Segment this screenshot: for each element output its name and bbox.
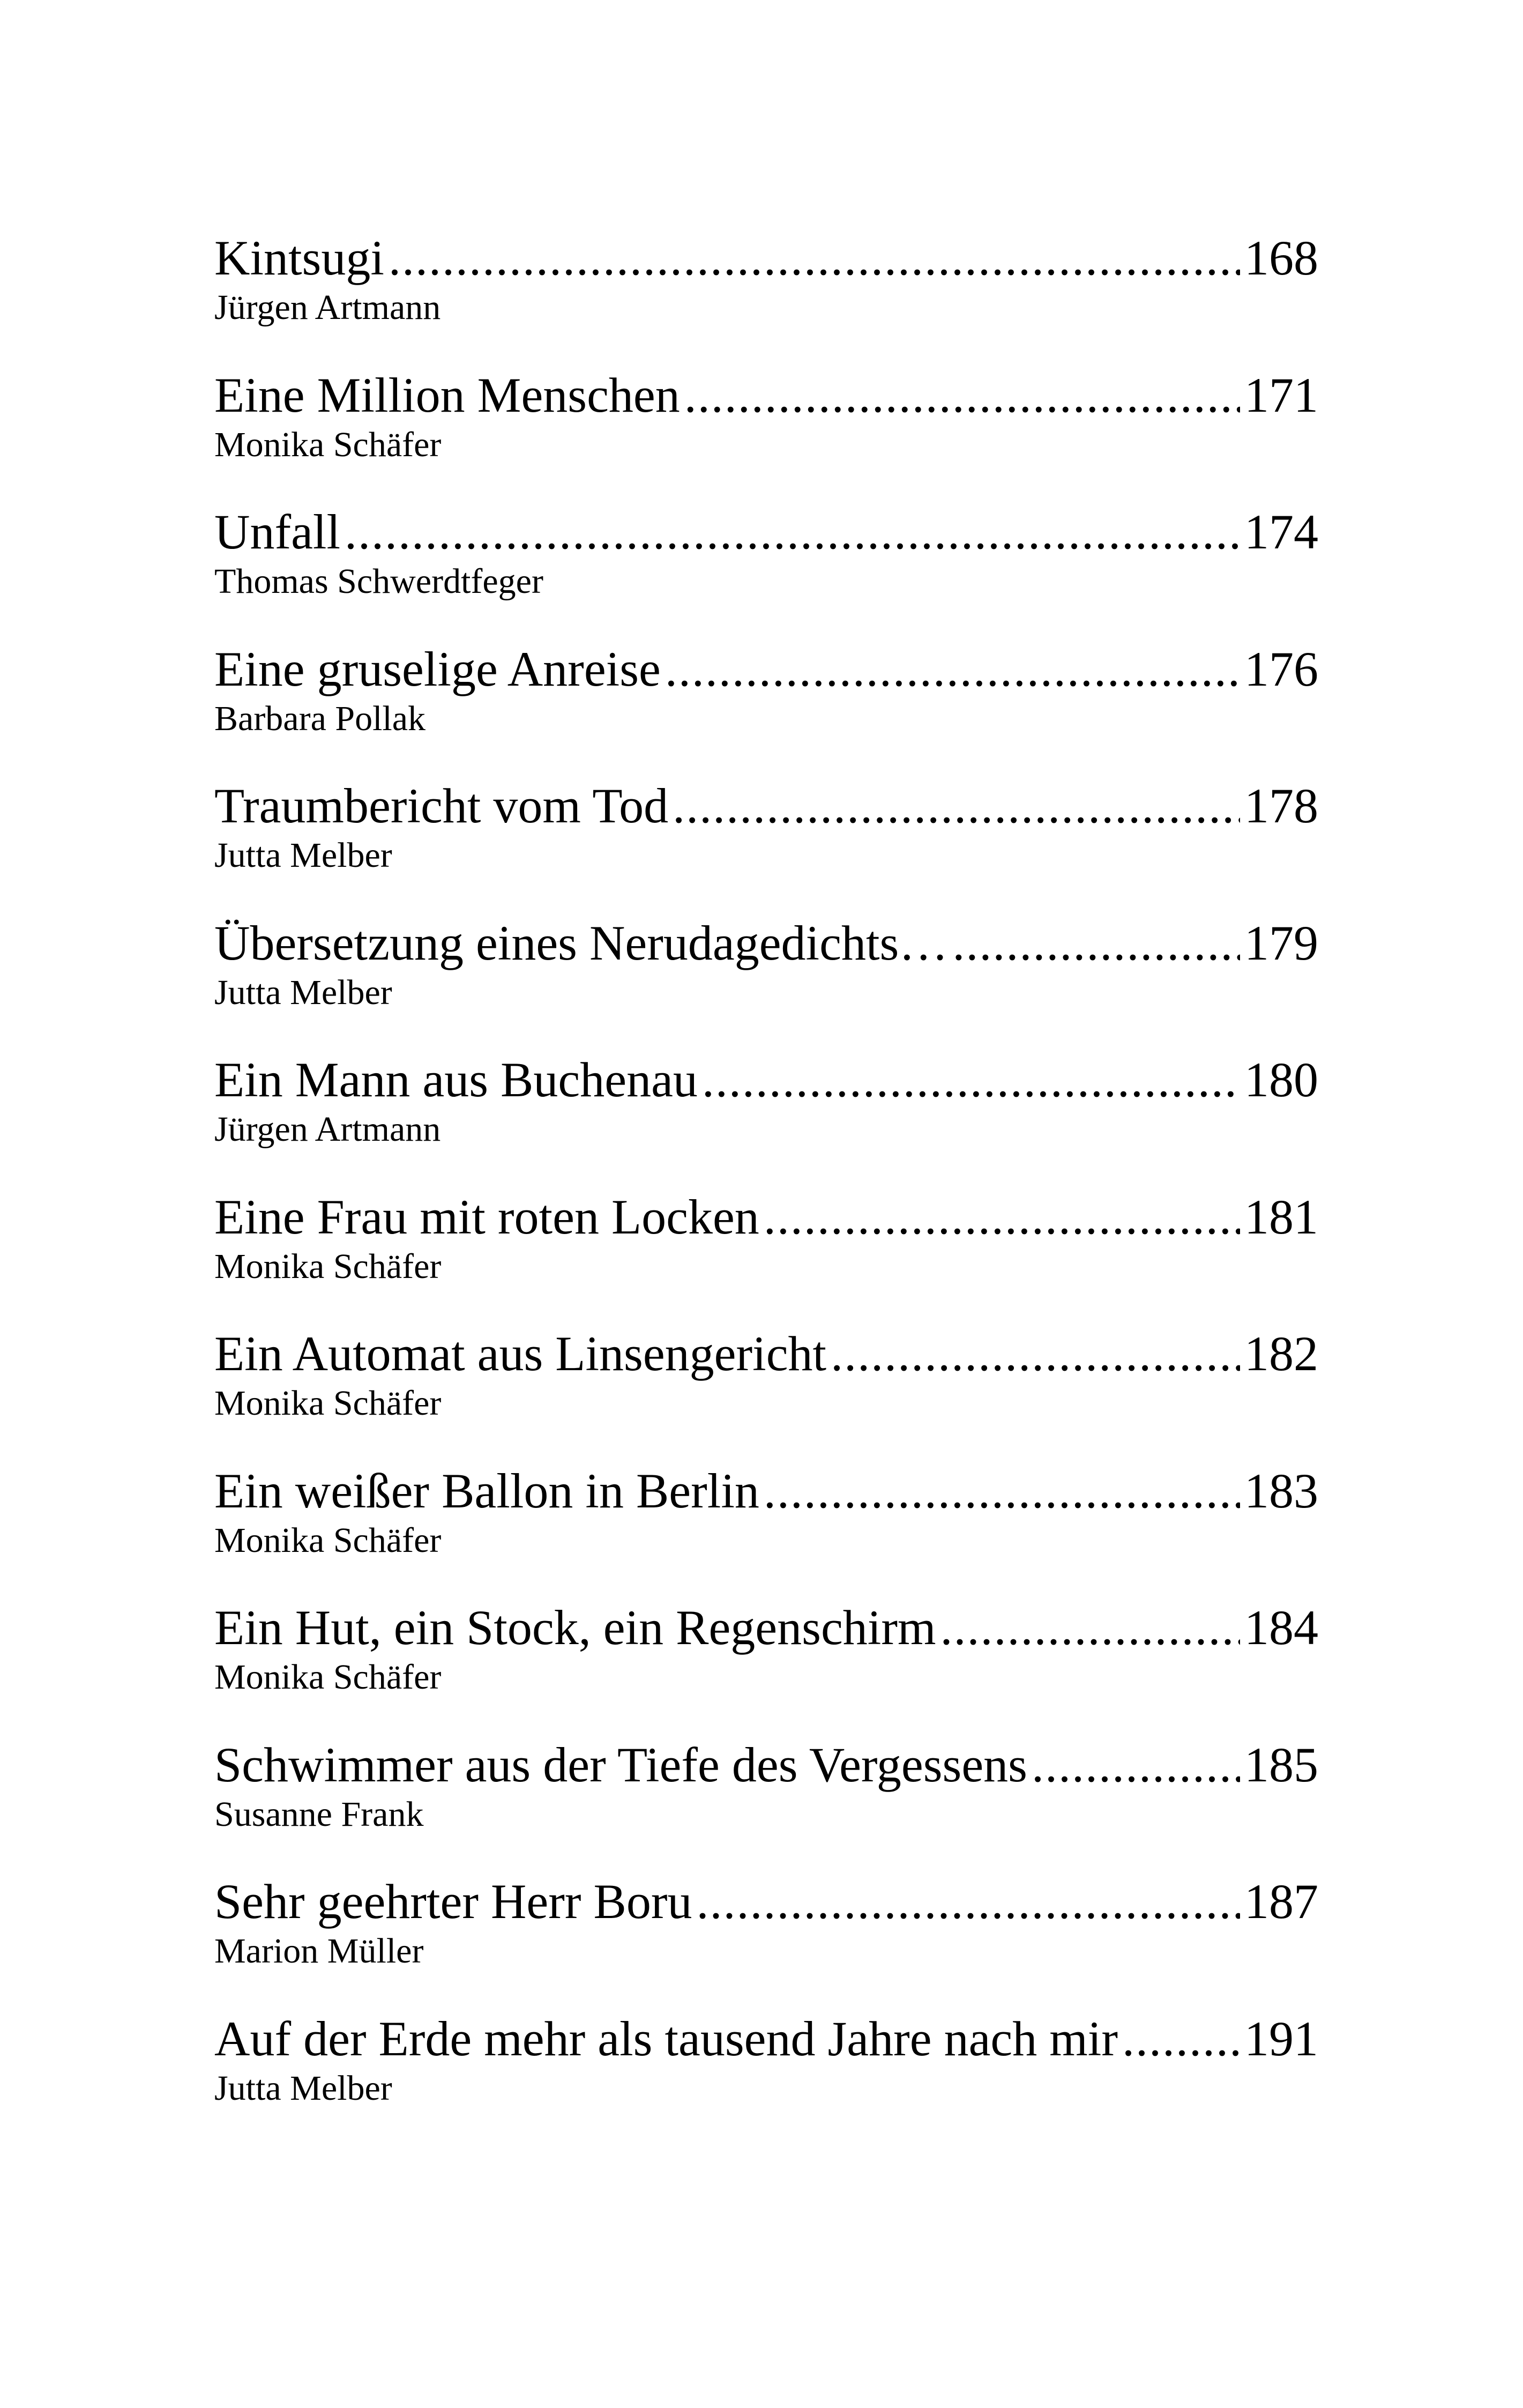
- toc-entry: [214, 1596, 1318, 1733]
- dot-leader: [702, 1048, 1240, 1111]
- toc-entry: [214, 1322, 1318, 1459]
- toc-entry: [214, 1185, 1318, 1322]
- toc-entry-title-line: [214, 500, 1318, 563]
- dot-leader: [764, 1459, 1240, 1522]
- toc-entry-page-number: 181: [1244, 1189, 1318, 1244]
- dot-leader: [673, 774, 1240, 837]
- toc-entry-title: Kintsugi: [214, 231, 384, 285]
- toc-entry-author: Monika Schäfer: [214, 425, 442, 464]
- toc-entry-author: Jürgen Artmann: [214, 288, 441, 327]
- toc-entry-author: Monika Schäfer: [214, 1658, 442, 1697]
- toc-entry: [214, 1870, 1318, 2007]
- toc-entry-title-line: [214, 2007, 1318, 2070]
- toc-entry-title: Eine gruselige Anreise: [214, 641, 661, 696]
- toc-entry: [214, 226, 1318, 363]
- toc-entry-title-line: [214, 1870, 1318, 1933]
- toc-entry-title: Auf der Erde mehr als tausend Jahre nach mir: [214, 2011, 1118, 2066]
- toc-entry-author: Jutta Melber: [214, 2068, 392, 2108]
- dot-leader: [1122, 2007, 1240, 2070]
- table-of-contents: [214, 226, 1318, 2144]
- toc-entry-title-line: [214, 363, 1318, 427]
- toc-entry-title: Eine Million Menschen: [214, 367, 680, 422]
- toc-entry: [214, 637, 1318, 775]
- toc-entry-author: Barbara Pollak: [214, 698, 426, 738]
- toc-entry-title-line: [214, 1048, 1318, 1111]
- toc-entry-author: Jutta Melber: [214, 836, 392, 875]
- toc-entry-title: Unfall: [214, 504, 341, 559]
- toc-entry-title-line: [214, 1322, 1318, 1385]
- dot-leader: [952, 911, 1240, 975]
- toc-entry-page-number: 174: [1244, 504, 1318, 559]
- toc-entry-title-line: [214, 1459, 1318, 1522]
- toc-entry: [214, 911, 1318, 1049]
- toc-entry-page-number: 168: [1244, 231, 1318, 285]
- toc-entry-author: Jürgen Artmann: [214, 1110, 441, 1149]
- toc-entry-title-line: [214, 637, 1318, 701]
- toc-entry: [214, 774, 1318, 911]
- toc-entry-title: Schwimmer aus der Tiefe des Vergessens: [214, 1737, 1027, 1792]
- dot-leader: [764, 1185, 1240, 1248]
- dot-leader: [665, 637, 1240, 701]
- toc-entry-page-number: 176: [1244, 641, 1318, 696]
- toc-entry-title-line: [214, 1733, 1318, 1796]
- toc-entry-author: Thomas Schwerdtfeger: [214, 562, 543, 601]
- toc-entry-author: Monika Schäfer: [214, 1384, 442, 1423]
- dot-leader: [684, 363, 1240, 427]
- toc-entry-title: Sehr geehrter Herr Boru: [214, 1874, 692, 1929]
- toc-entry-title-line: [214, 911, 1318, 975]
- toc-entry-page-number: 179: [1244, 915, 1318, 970]
- toc-entry-page-number: 183: [1244, 1463, 1318, 1518]
- toc-entry-title: Eine Frau mit roten Locken: [214, 1189, 759, 1244]
- toc-entry-title: Ein Automat aus Linsengericht: [214, 1326, 827, 1381]
- toc-entry-title-line: [214, 1185, 1318, 1248]
- toc-entry: [214, 500, 1318, 637]
- toc-entry-page-number: 187: [1244, 1874, 1318, 1929]
- dot-leader: [1032, 1733, 1240, 1796]
- toc-entry-author: Monika Schäfer: [214, 1246, 442, 1286]
- dot-leader: [940, 1596, 1240, 1659]
- toc-entry-title-line: [214, 1596, 1318, 1659]
- toc-entry-page-number: 180: [1244, 1052, 1318, 1107]
- toc-entry-page-number: 191: [1244, 2011, 1318, 2066]
- toc-entry-title-line: [214, 226, 1318, 289]
- toc-entry: [214, 1459, 1318, 1596]
- toc-entry-title: Ein weißer Ballon in Berlin: [214, 1463, 759, 1518]
- toc-entry: [214, 363, 1318, 501]
- toc-entry-author: Jutta Melber: [214, 972, 392, 1012]
- dot-leader: [389, 226, 1240, 289]
- toc-entry-title: Ein Mann aus Buchenau: [214, 1052, 698, 1107]
- toc-entry-author: Marion Müller: [214, 1931, 424, 1971]
- toc-entry-title: Traumbericht vom Tod: [214, 778, 669, 833]
- toc-entry: [214, 1733, 1318, 1870]
- toc-entry-page-number: 182: [1244, 1326, 1318, 1381]
- toc-entry-author: Monika Schäfer: [214, 1520, 442, 1560]
- toc-entry-page-number: 178: [1244, 778, 1318, 833]
- dot-leader: [345, 500, 1240, 563]
- toc-entry: [214, 2007, 1318, 2144]
- toc-entry-author: Susanne Frank: [214, 1794, 424, 1834]
- toc-entry-title-line: [214, 774, 1318, 837]
- dot-leader: [831, 1322, 1240, 1385]
- toc-entry-page-number: 184: [1244, 1600, 1318, 1655]
- toc-entry-page-number: 171: [1244, 367, 1318, 422]
- toc-entry-page-number: 185: [1244, 1737, 1318, 1792]
- dot-leader: [697, 1870, 1240, 1933]
- toc-entry-title: Übersetzung eines Nerudagedichts…: [214, 915, 949, 970]
- toc-entry: [214, 1048, 1318, 1185]
- toc-entry-title: Ein Hut, ein Stock, ein Regenschirm: [214, 1600, 936, 1655]
